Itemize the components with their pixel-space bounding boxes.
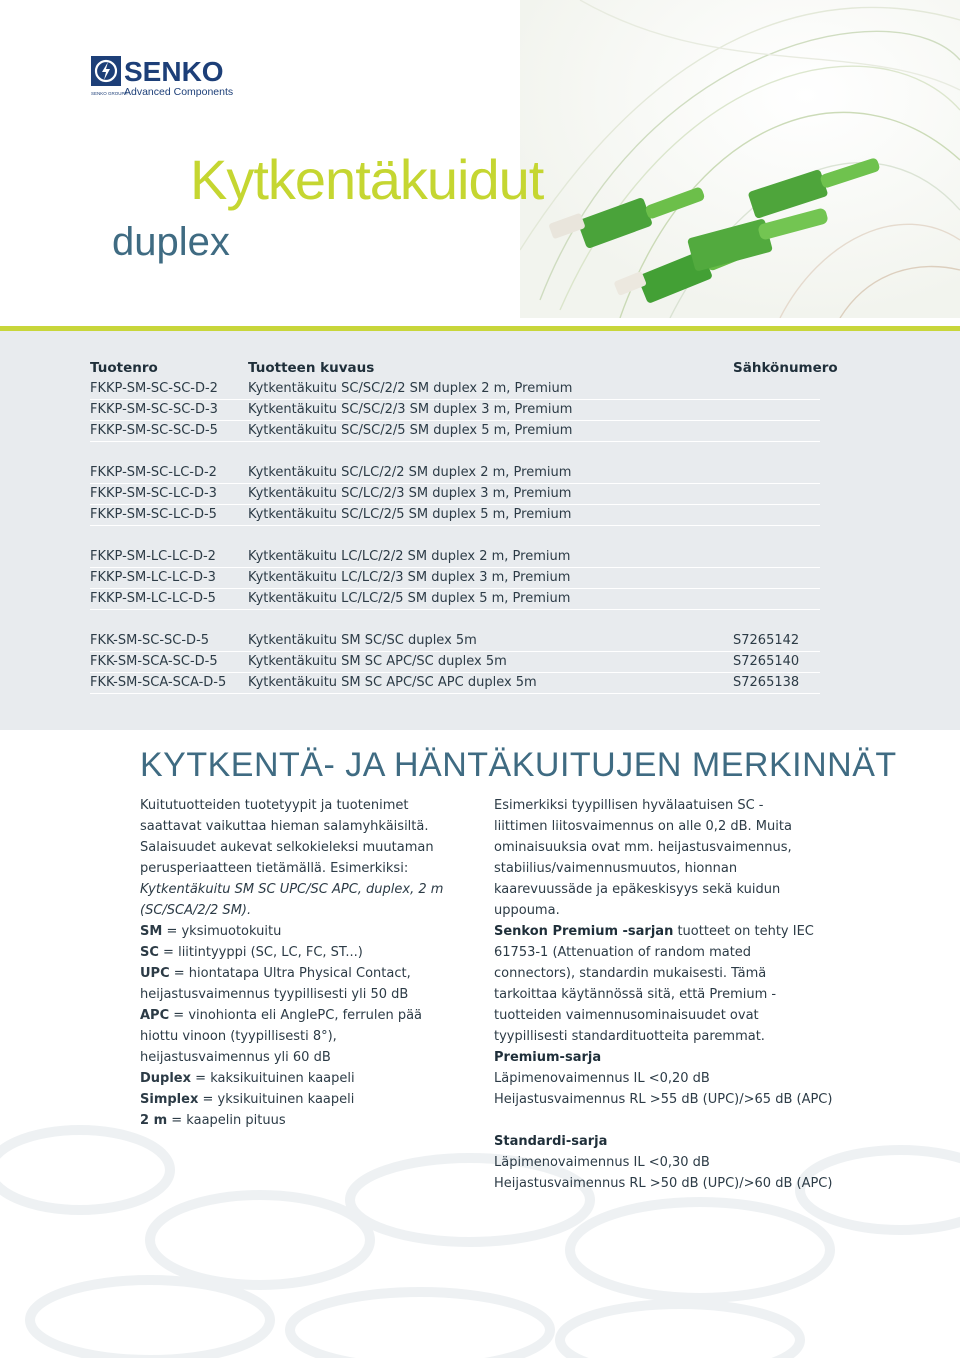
intro-paragraph: Kuitutuotteiden tuotetyypit ja tuotenimet saattavat vaikuttaa hieman salamyhkäisiltä. Salaisuudet aukevat selkokieleksi muutaman perusperiaatteen tietämällä. Esimerkiksi: Kytkentäkuitu SM SC UPC/SC APC, duplex, 2 m (SC/SCA/2/2 SM).: [140, 798, 444, 918]
standard-series-heading: Standardi-sarja: [494, 1134, 608, 1149]
glossary-item: UPC = hiontatapa Ultra Physical Contact, heijastusvaimennus tyypillisesti yli 50 dB: [140, 966, 411, 1002]
table-row: FKKP-SM-LC-LC-D-3 Kytkentäkuitu LC/LC/2/3 SM duplex 3 m, Premium: [90, 567, 820, 589]
table-row: FKKP-SM-LC-LC-D-5 Kytkentäkuitu LC/LC/2/5 SM duplex 5 m, Premium: [90, 588, 820, 610]
table-row: FKKP-SM-SC-LC-D-2 Kytkentäkuitu SC/LC/2/2 SM duplex 2 m, Premium: [90, 462, 820, 484]
accent-line: [0, 326, 960, 331]
table-row: FKKP-SM-SC-LC-D-3 Kytkentäkuitu SC/LC/2/3 SM duplex 3 m, Premium: [90, 483, 820, 505]
premium-note: Senkon Premium -sarjan tuotteet on tehty IEC 61753-1 (Attenuation of random mated connectors), standardin mukaisesti. Tämä tarkoittaa käytännössä sitä, että Premium -tuotteiden vaimennusominaisuudet ovat tyypillisesti standardituotteita paremmat.: [494, 924, 814, 1044]
glossary-item: Duplex = kaksikuituinen kaapeli: [140, 1071, 355, 1086]
standard-rl: Heijastusvaimennus RL >50 dB (UPC)/>60 dB (APC): [494, 1176, 833, 1191]
table-row: FKKP-SM-SC-SC-D-5 Kytkentäkuitu SC/SC/2/5 SM duplex 5 m, Premium: [90, 420, 820, 442]
table-row: FKKP-SM-LC-LC-D-2 Kytkentäkuitu LC/LC/2/2 SM duplex 2 m, Premium: [90, 546, 820, 568]
senko-logo: [91, 56, 243, 98]
glossary-item: APC = vinohionta eli AnglePC, ferrulen pää hiottu vinoon (tyypillisesti 8°), heijastusvaimennus yli 60 dB: [140, 1008, 423, 1065]
table-row: FKK-SM-SCA-SC-D-5 Kytkentäkuitu SM SC APC/SC duplex 5m S7265140: [90, 651, 820, 673]
col-header-number: Sähkönumero: [733, 360, 838, 376]
section-title: KYTKENTÄ- JA HÄNTÄKUITUJEN MERKINNÄT: [140, 746, 897, 784]
premium-rl: Heijastusvaimennus RL >55 dB (UPC)/>65 dB (APC): [494, 1092, 833, 1107]
page-subtitle: duplex: [112, 220, 230, 264]
standard-series: [494, 1131, 834, 1194]
logo-group: SENKO GROUP®: [91, 91, 128, 96]
logo-tagline: Advanced Components: [124, 86, 234, 98]
glossary-item: Simplex = yksikuituinen kaapeli: [140, 1092, 355, 1107]
glossary-item: 2 m = kaapelin pituus: [140, 1113, 286, 1128]
page-title: Kytkentäkuidut: [190, 148, 544, 211]
premium-series-heading: Premium-sarja: [494, 1050, 602, 1065]
example-paragraph: Esimerkiksi tyypillisen hyvälaatuisen SC -liittimen liitosvaimennus on alle 0,2 dB. Muita ominaisuuksia ovat mm. heijastusvaimennus, stabiilius/vaimennusmuutos, hionnan kaarevuussäde ja epäkeskisyys sekä kuidun uppouma.: [494, 798, 792, 918]
glossary: [140, 921, 460, 1131]
table-row: FKKP-SM-SC-SC-D-3 Kytkentäkuitu SC/SC/2/3 SM duplex 3 m, Premium: [90, 399, 820, 421]
table-row: FKK-SM-SC-SC-D-5 Kytkentäkuitu SM SC/SC duplex 5m S7265142: [90, 630, 820, 652]
glossary-item: SC = liitintyyppi (SC, LC, FC, ST...): [140, 945, 363, 960]
col-header-desc: Tuotteen kuvaus: [248, 360, 375, 376]
premium-il: Läpimenovaimennus IL <0,20 dB: [494, 1071, 710, 1086]
fiber-connectors-image: [520, 0, 960, 318]
table-row: FKKP-SM-SC-LC-D-5 Kytkentäkuitu SC/LC/2/5 SM duplex 5 m, Premium: [90, 504, 820, 526]
col-header-code: Tuotenro: [90, 360, 158, 376]
table-row: FKK-SM-SCA-SCA-D-5 Kytkentäkuitu SM SC APC/SC APC duplex 5m S7265138: [90, 672, 820, 694]
table-row: FKKP-SM-SC-SC-D-2 Kytkentäkuitu SC/SC/2/2 SM duplex 2 m, Premium: [90, 378, 820, 400]
standard-il: Läpimenovaimennus IL <0,30 dB: [494, 1155, 710, 1170]
logo-brand: SENKO: [124, 56, 224, 87]
premium-series: [494, 1047, 834, 1110]
intro-example: Kytkentäkuitu SM SC UPC/SC APC, duplex, 2 m (SC/SCA/2/2 SM).: [140, 882, 444, 918]
glossary-item: SM = yksimuotokuitu: [140, 924, 282, 939]
